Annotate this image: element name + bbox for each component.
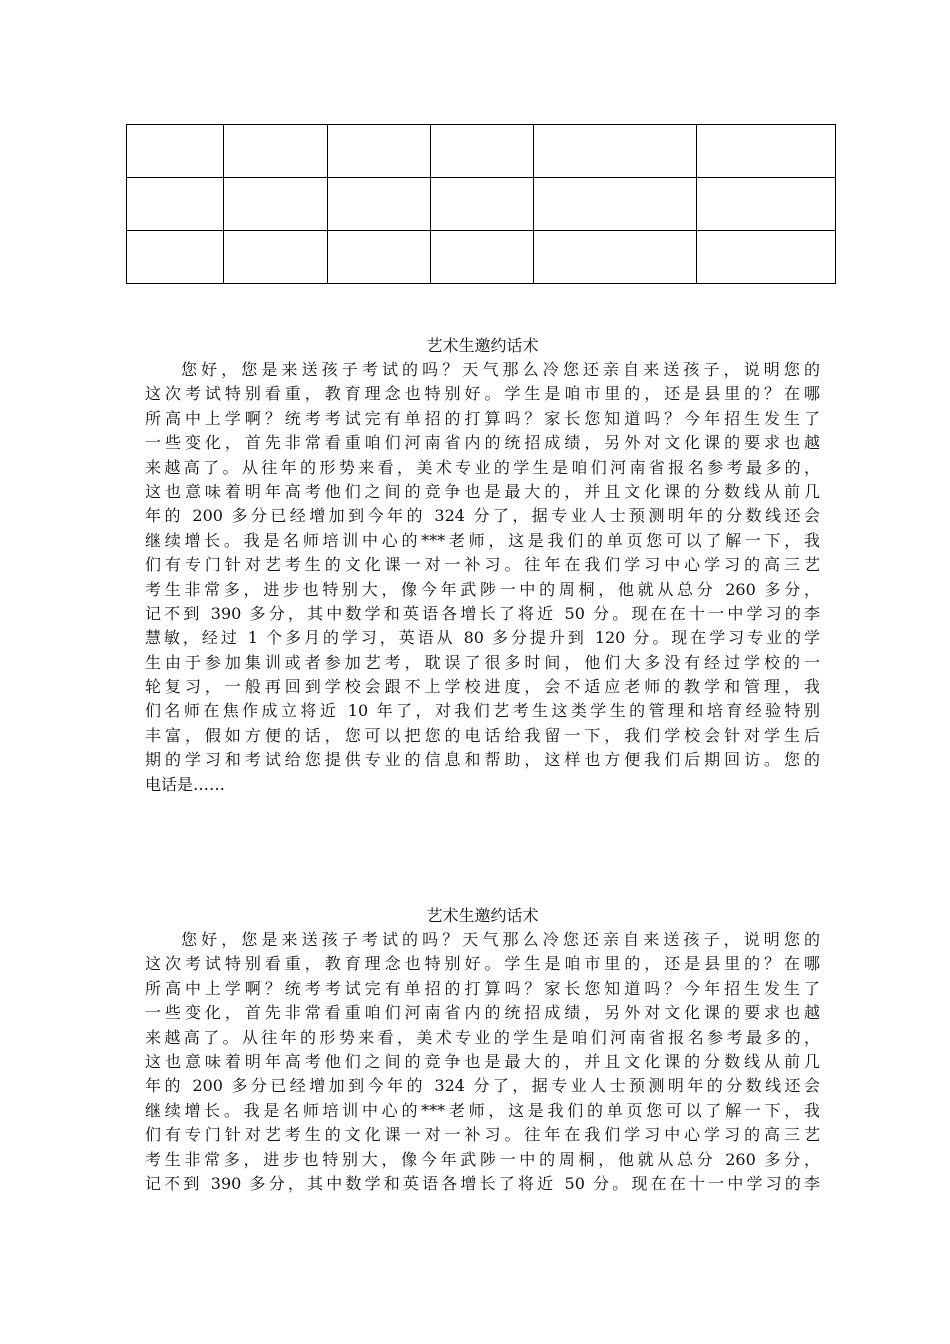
table-cell [534, 231, 697, 284]
table-cell [328, 231, 431, 284]
paragraph-line: 生由于参加集训或者参加艺考，耽误了很多时间，他们大多没有经过学校的一 [145, 652, 820, 672]
paragraph-line: 年的 200 多分已经增加到今年的 324 分了，据专业人士预测明年的分数线还会 [145, 506, 820, 526]
paragraph-line: 所高中上学啊？统考考试完有单招的打算吗？家长您知道吗？今年招生发生了 [145, 978, 820, 998]
paragraph-line: 轮复习，一般再回到学校会跟不上学校进度，会不适应老师的教学和管理，我 [145, 677, 820, 697]
paragraph-line: 慧敏，经过 1 个多月的学习，英语从 80 多分提升到 120 分。现在学习专业的学 [145, 628, 820, 648]
paragraph-line: 考生非常多，进步也特别大，像今年武陟一中的周桐，他就从总分 260 多分， [145, 1149, 820, 1169]
section-title: 艺术生邀约话术 [426, 906, 539, 925]
paragraph-line: 所高中上学啊？统考考试完有单招的打算吗？家长您知道吗？今年招生发生了 [145, 408, 820, 428]
table-cell [127, 231, 224, 284]
table-row [127, 178, 836, 231]
paragraph-line: 一些变化，首先非常看重咱们河南省内的统招成绩，另外对文化课的要求也越 [145, 433, 820, 453]
paragraph-line: 丰富，假如方便的话，您可以把您的电话给我留一下，我们学校会针对学生后 [145, 725, 820, 745]
table-cell [127, 125, 224, 178]
paragraph-line: 们有专门针对艺考生的文化课一对一补习。往年在我们学习中心学习的高三艺 [145, 1125, 820, 1145]
table-cell [328, 125, 431, 178]
table-cell [224, 125, 328, 178]
paragraph-line: 一些变化，首先非常看重咱们河南省内的统招成绩，另外对文化课的要求也越 [145, 1003, 820, 1023]
paragraph-line: 继续增长。我是名师培训中心的***老师，这是我们的单页您可以了解一下，我 [145, 530, 820, 550]
paragraph-line: 年的 200 多分已经增加到今年的 324 分了，据专业人士预测明年的分数线还会 [145, 1076, 820, 1096]
paragraph-line: 这也意味着明年高考他们之间的竞争也是最大的，并且文化课的分数线从前几 [145, 1051, 820, 1071]
table-cell [431, 178, 534, 231]
paragraph-line: 来越高了。从往年的形势来看，美术专业的学生是咱们河南省报名参考最多的， [145, 457, 820, 477]
paragraph-line: 期的学习和考试给您提供专业的信息和帮助，这样也方便我们后期回访。您的 [145, 750, 820, 770]
table-cell [224, 178, 328, 231]
paragraph-line: 们名师在焦作成立将近 10 年了，对我们艺考生这类学生的管理和培育经验特别 [145, 701, 820, 721]
table-row [127, 125, 836, 178]
paragraph-line: 这次考试特别看重，教育理念也特别好。学生是咱市里的，还是县里的？在哪 [145, 384, 820, 404]
paragraph-line: 电话是…… [145, 774, 226, 794]
table-cell [224, 231, 328, 284]
paragraph-line: 们有专门针对艺考生的文化课一对一补习。往年在我们学习中心学习的高三艺 [145, 555, 820, 575]
paragraph-line: 这次考试特别看重，教育理念也特别好。学生是咱市里的，还是县里的？在哪 [145, 954, 820, 974]
table-cell [697, 125, 836, 178]
table-cell [534, 178, 697, 231]
paragraph-line: 这也意味着明年高考他们之间的竞争也是最大的，并且文化课的分数线从前几 [145, 481, 820, 501]
paragraph-line: 记不到 390 多分，其中数学和英语各增长了将近 50 分。现在在十一中学习的李 [145, 1173, 820, 1193]
table-cell [328, 178, 431, 231]
blank-grid-table [126, 124, 836, 284]
table-row [127, 231, 836, 284]
table-cell [697, 231, 836, 284]
paragraph-line: 您好，您是来送孩子考试的吗？天气那么冷您还亲自来送孩子，说明您的 [181, 930, 820, 949]
paragraph-line: 继续增长。我是名师培训中心的***老师，这是我们的单页您可以了解一下，我 [145, 1100, 820, 1120]
table-cell [127, 178, 224, 231]
table-cell [534, 125, 697, 178]
paragraph-line: 来越高了。从往年的形势来看，美术专业的学生是咱们河南省报名参考最多的， [145, 1027, 820, 1047]
paragraph-line: 考生非常多，进步也特别大，像今年武陟一中的周桐，他就从总分 260 多分， [145, 579, 820, 599]
section-title: 艺术生邀约话术 [426, 336, 539, 355]
paragraph-line: 您好，您是来送孩子考试的吗？天气那么冷您还亲自来送孩子，说明您的 [181, 360, 820, 379]
table-cell [431, 125, 534, 178]
table-cell [431, 231, 534, 284]
table-cell [697, 178, 836, 231]
paragraph-line: 记不到 390 多分，其中数学和英语各增长了将近 50 分。现在在十一中学习的李 [145, 603, 820, 623]
script-section-2 [145, 904, 820, 1196]
script-section-1 [145, 334, 820, 797]
